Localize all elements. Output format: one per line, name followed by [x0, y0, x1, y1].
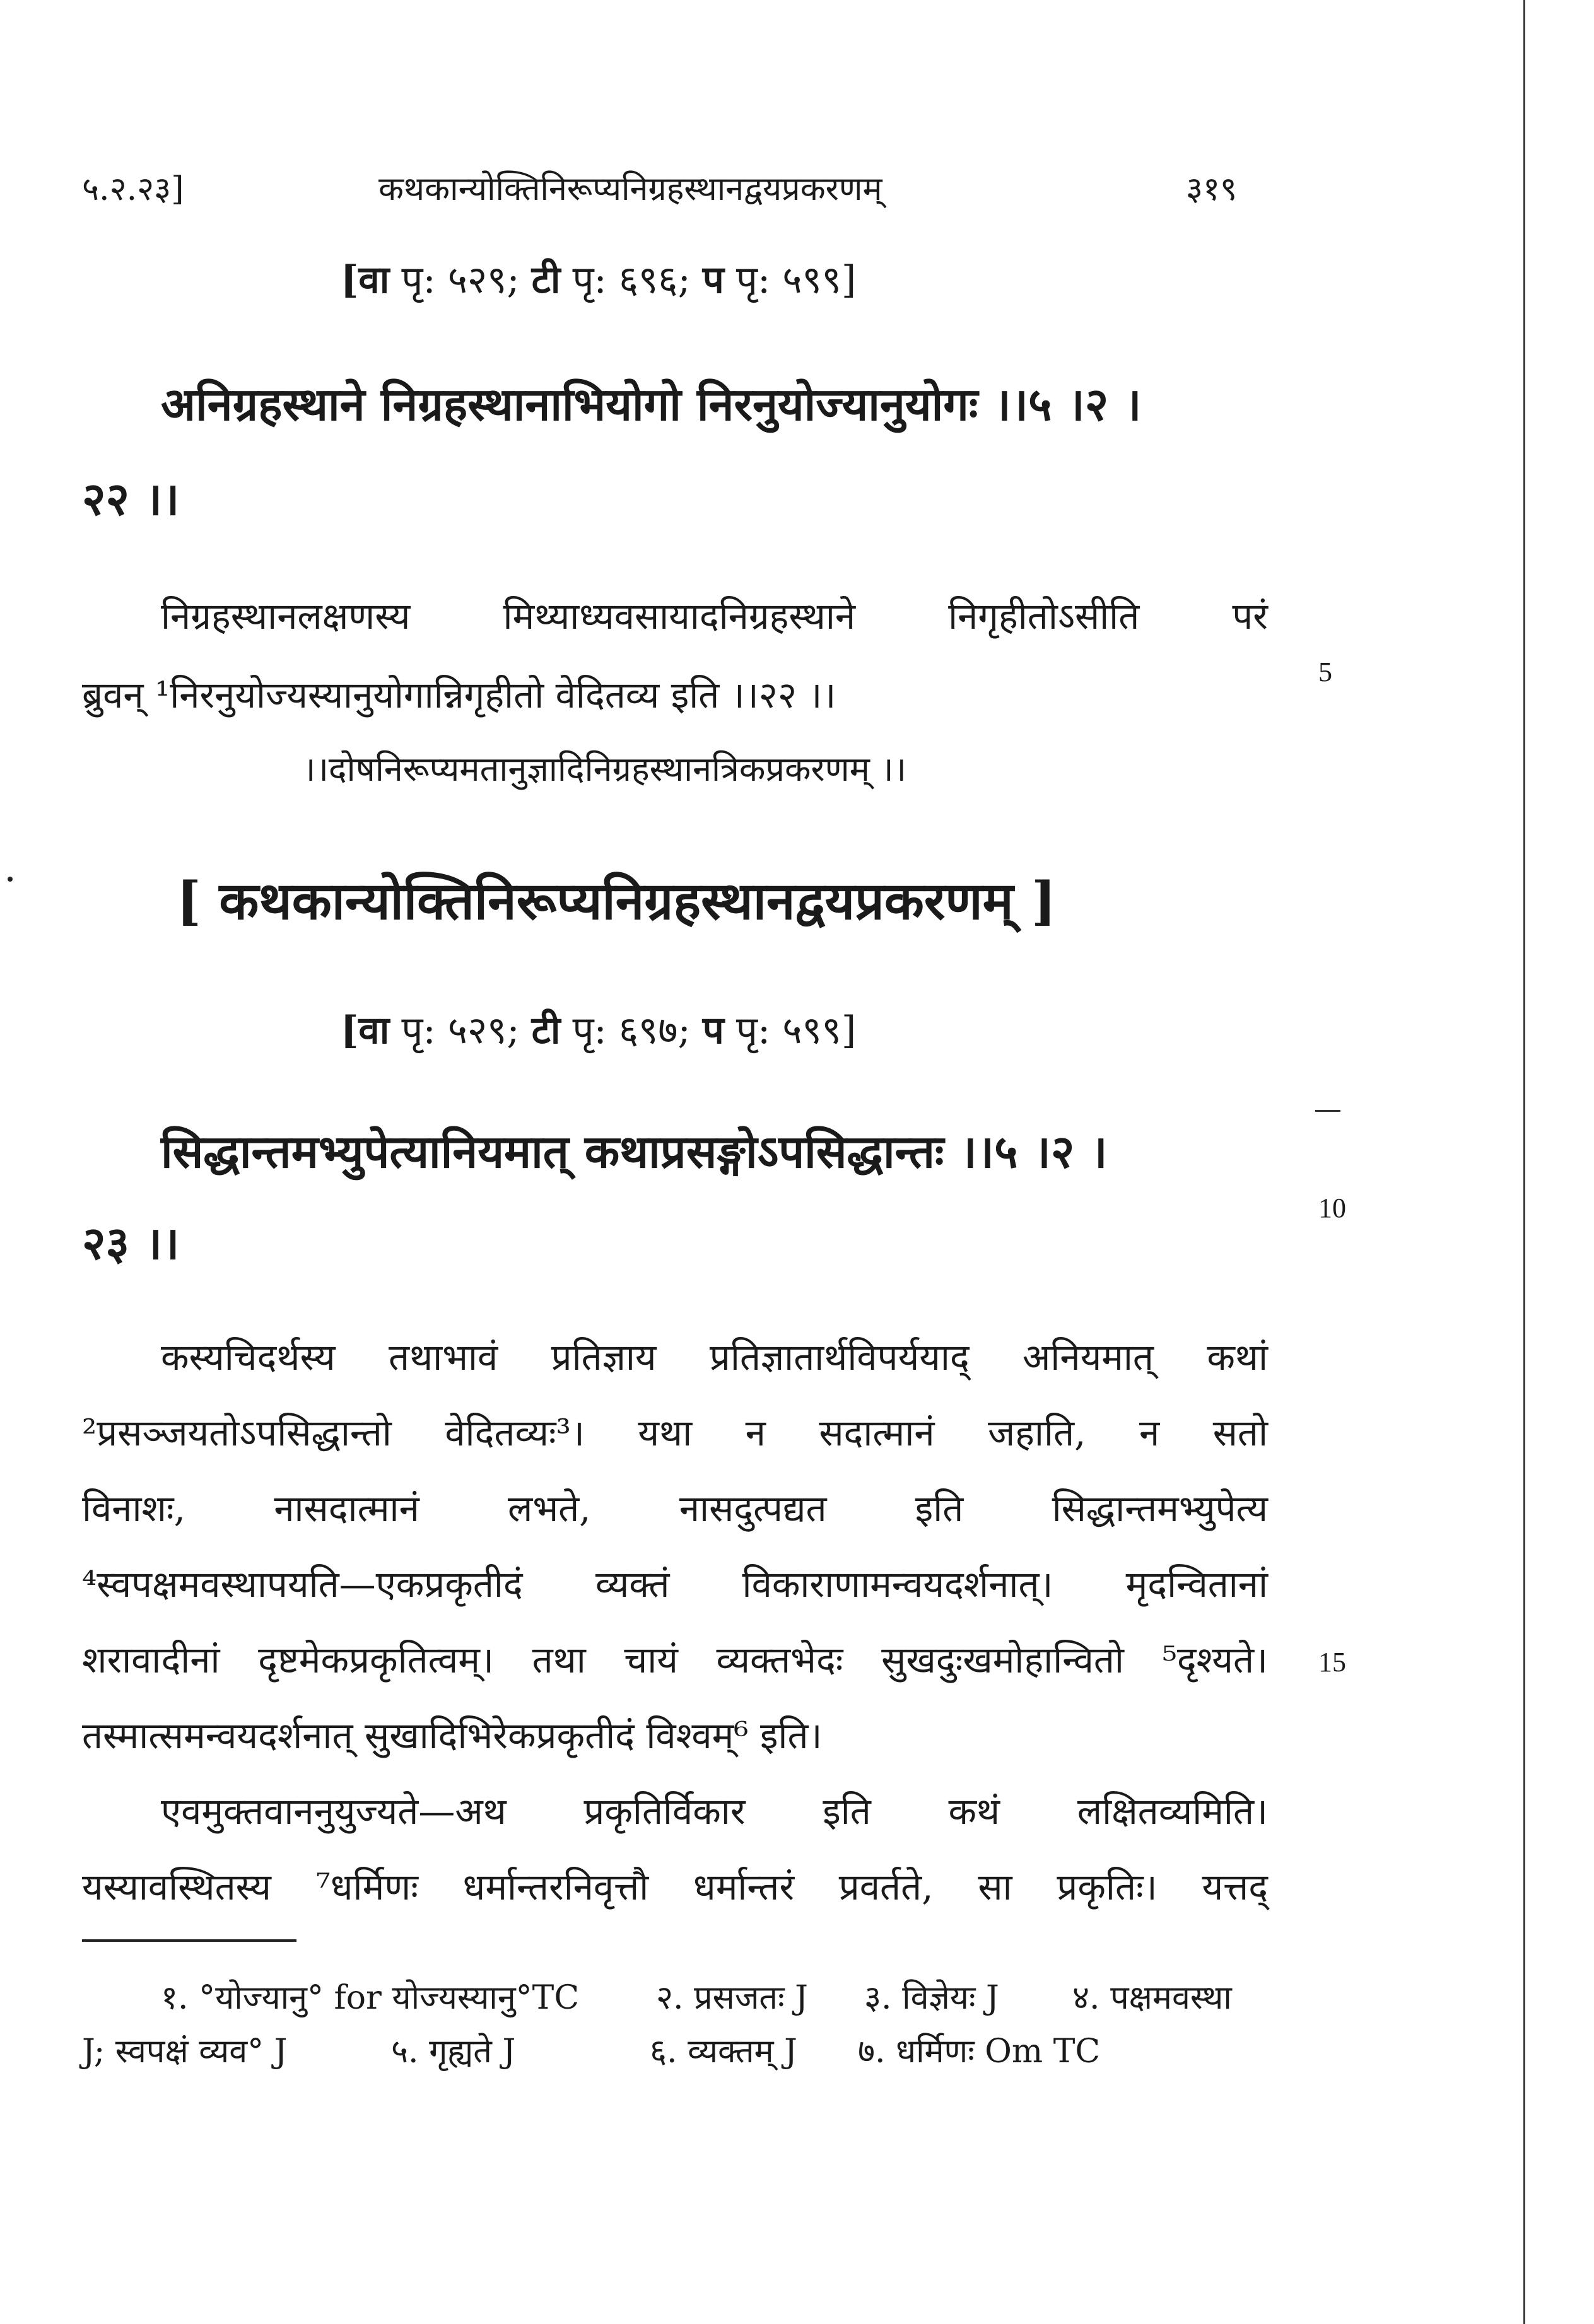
commentary-23-line5: शरावादीनां दृष्टमेकप्रकृतित्वम्। तथा चायं व्यक्तभेदः सुखदुःखमोहान्वितो ⁵दृश्यते।: [82, 1638, 1268, 1681]
margin-dash: [1315, 1110, 1340, 1112]
footnote-1: १. °योज्यानु° for योज्यस्यानु°TC: [161, 1979, 580, 2017]
page-edge-line: [1523, 0, 1525, 2324]
footnote-3: ३. विज्ञेयः J: [864, 1979, 999, 2017]
footnote-4: ४. पक्षमवस्था: [1072, 1979, 1232, 2017]
ref-ti: टी: [531, 258, 561, 302]
page-number: ३१९: [1186, 170, 1238, 208]
ref-rest: पृ: ५९९]: [724, 1008, 857, 1053]
ref-rest: पृ: ५९९]: [724, 258, 857, 302]
commentary-23-line6: तस्मात्समन्वयदर्शनात् सुखादिभिरेकप्रकृतीदं विश्वम्⁶ इति।: [82, 1714, 823, 1757]
chapter-colophon: ।।दोषनिरूप्यमतानुज्ञादिनिग्रहस्थानत्रिकप्रकरणम् ।।: [303, 749, 907, 789]
commentary-23-line1: कस्यचिदर्थस्य तथाभावं प्रतिज्ञाय प्रतिज्ञातार्थविपर्ययाद् अनियमात् कथां: [161, 1336, 1268, 1379]
page-reference-22: [341, 252, 856, 304]
ref-pa: प: [702, 258, 724, 302]
commentary-22-line1: निग्रहस्थानलक्षणस्य मिथ्याध्यवसायादनिग्रहस्थाने निगृहीतोऽसीति परं: [161, 595, 1268, 638]
running-head-section-ref: ५.२.२३]: [82, 170, 184, 208]
line-number-15: 15: [1318, 1647, 1346, 1678]
footnote-rule: [82, 1939, 296, 1942]
ref-rest: पृ: ५२९;: [389, 1008, 532, 1053]
sutra-23-line1: सिद्धान्तमभ्युपेत्यानियमात् कथाप्रसङ्गोऽपसिद्धान्तः ।।५ ।२ ।: [161, 1124, 1108, 1178]
ref-rest: पृ: ५२९;: [389, 258, 532, 302]
footnote-2: २. प्रसजतः J: [656, 1979, 808, 2017]
ref-ti: टी: [531, 1008, 561, 1053]
section-title: [ कथकान्योक्तिनिरूप्यनिग्रहस्थानद्वयप्रकरणम् ]: [177, 871, 1057, 931]
line-number-5: 5: [1318, 657, 1332, 687]
commentary-23-line7: एवमुक्तवाननुयुज्यते—अथ प्रकृतिर्विकार इति कथं लक्षितव्यमिति।: [161, 1790, 1268, 1833]
running-head-title: कथकान्योक्तिनिरूप्यनिग्रहस्थानद्वयप्रकरणम्: [378, 170, 882, 208]
footnote-7: ७. धर्मिणः Om TC: [858, 2033, 1101, 2070]
footnote-4-cont: J; स्वपक्षं व्यव° J: [82, 2033, 288, 2070]
scan-speck: [8, 877, 13, 882]
page-reference-23: [341, 1003, 856, 1054]
footnote-6: ६. व्यक्तम् J: [650, 2033, 798, 2070]
commentary-23-line2: ²प्रसञ्जयतोऽपसिद्धान्तो वेदितव्यः³। यथा न सदात्मानं जहाति, न सतो: [82, 1411, 1268, 1454]
footnote-5: ५. गृह्यते J: [391, 2033, 516, 2070]
line-number-10: 10: [1318, 1193, 1346, 1223]
sutra-22-line1: अनिग्रहस्थाने निग्रहस्थानाभियोगो निरनुयोज्यानुयोगः ।।५ ।२ ।: [161, 377, 1142, 431]
ref-rest: पृ: ६९६;: [560, 258, 703, 302]
sutra-23-line2: २३ ।।: [82, 1216, 180, 1270]
commentary-23-line3: विनाशः, नासदात्मानं लभते, नासदुत्पद्यत इति सिद्धान्तमभ्युपेत्य: [82, 1487, 1268, 1530]
ref-pa: प: [702, 1008, 724, 1053]
ref-va: [वा: [341, 258, 390, 302]
commentary-23-line8: यस्यावस्थितस्य ⁷धर्मिणः धर्मान्तरनिवृत्तौ धर्मान्तरं प्रवर्तते, सा प्रकृतिः। यत्तद्: [82, 1866, 1268, 1908]
sutra-22-line2: २२ ।।: [82, 472, 180, 525]
ref-rest: पृ: ६९७;: [560, 1008, 703, 1053]
ref-va: [वा: [341, 1008, 390, 1053]
commentary-23-line4: ⁴स्वपक्षमवस्थापयति—एकप्रकृतीदं व्यक्तं विकाराणामन्वयदर्शनात्। मृदन्वितानां: [82, 1563, 1268, 1606]
commentary-22-line2: ब्रुवन् ¹निरनुयोज्यस्यानुयोगान्निगृहीतो वेदितव्य इति ।।२२ ।।: [82, 674, 836, 716]
